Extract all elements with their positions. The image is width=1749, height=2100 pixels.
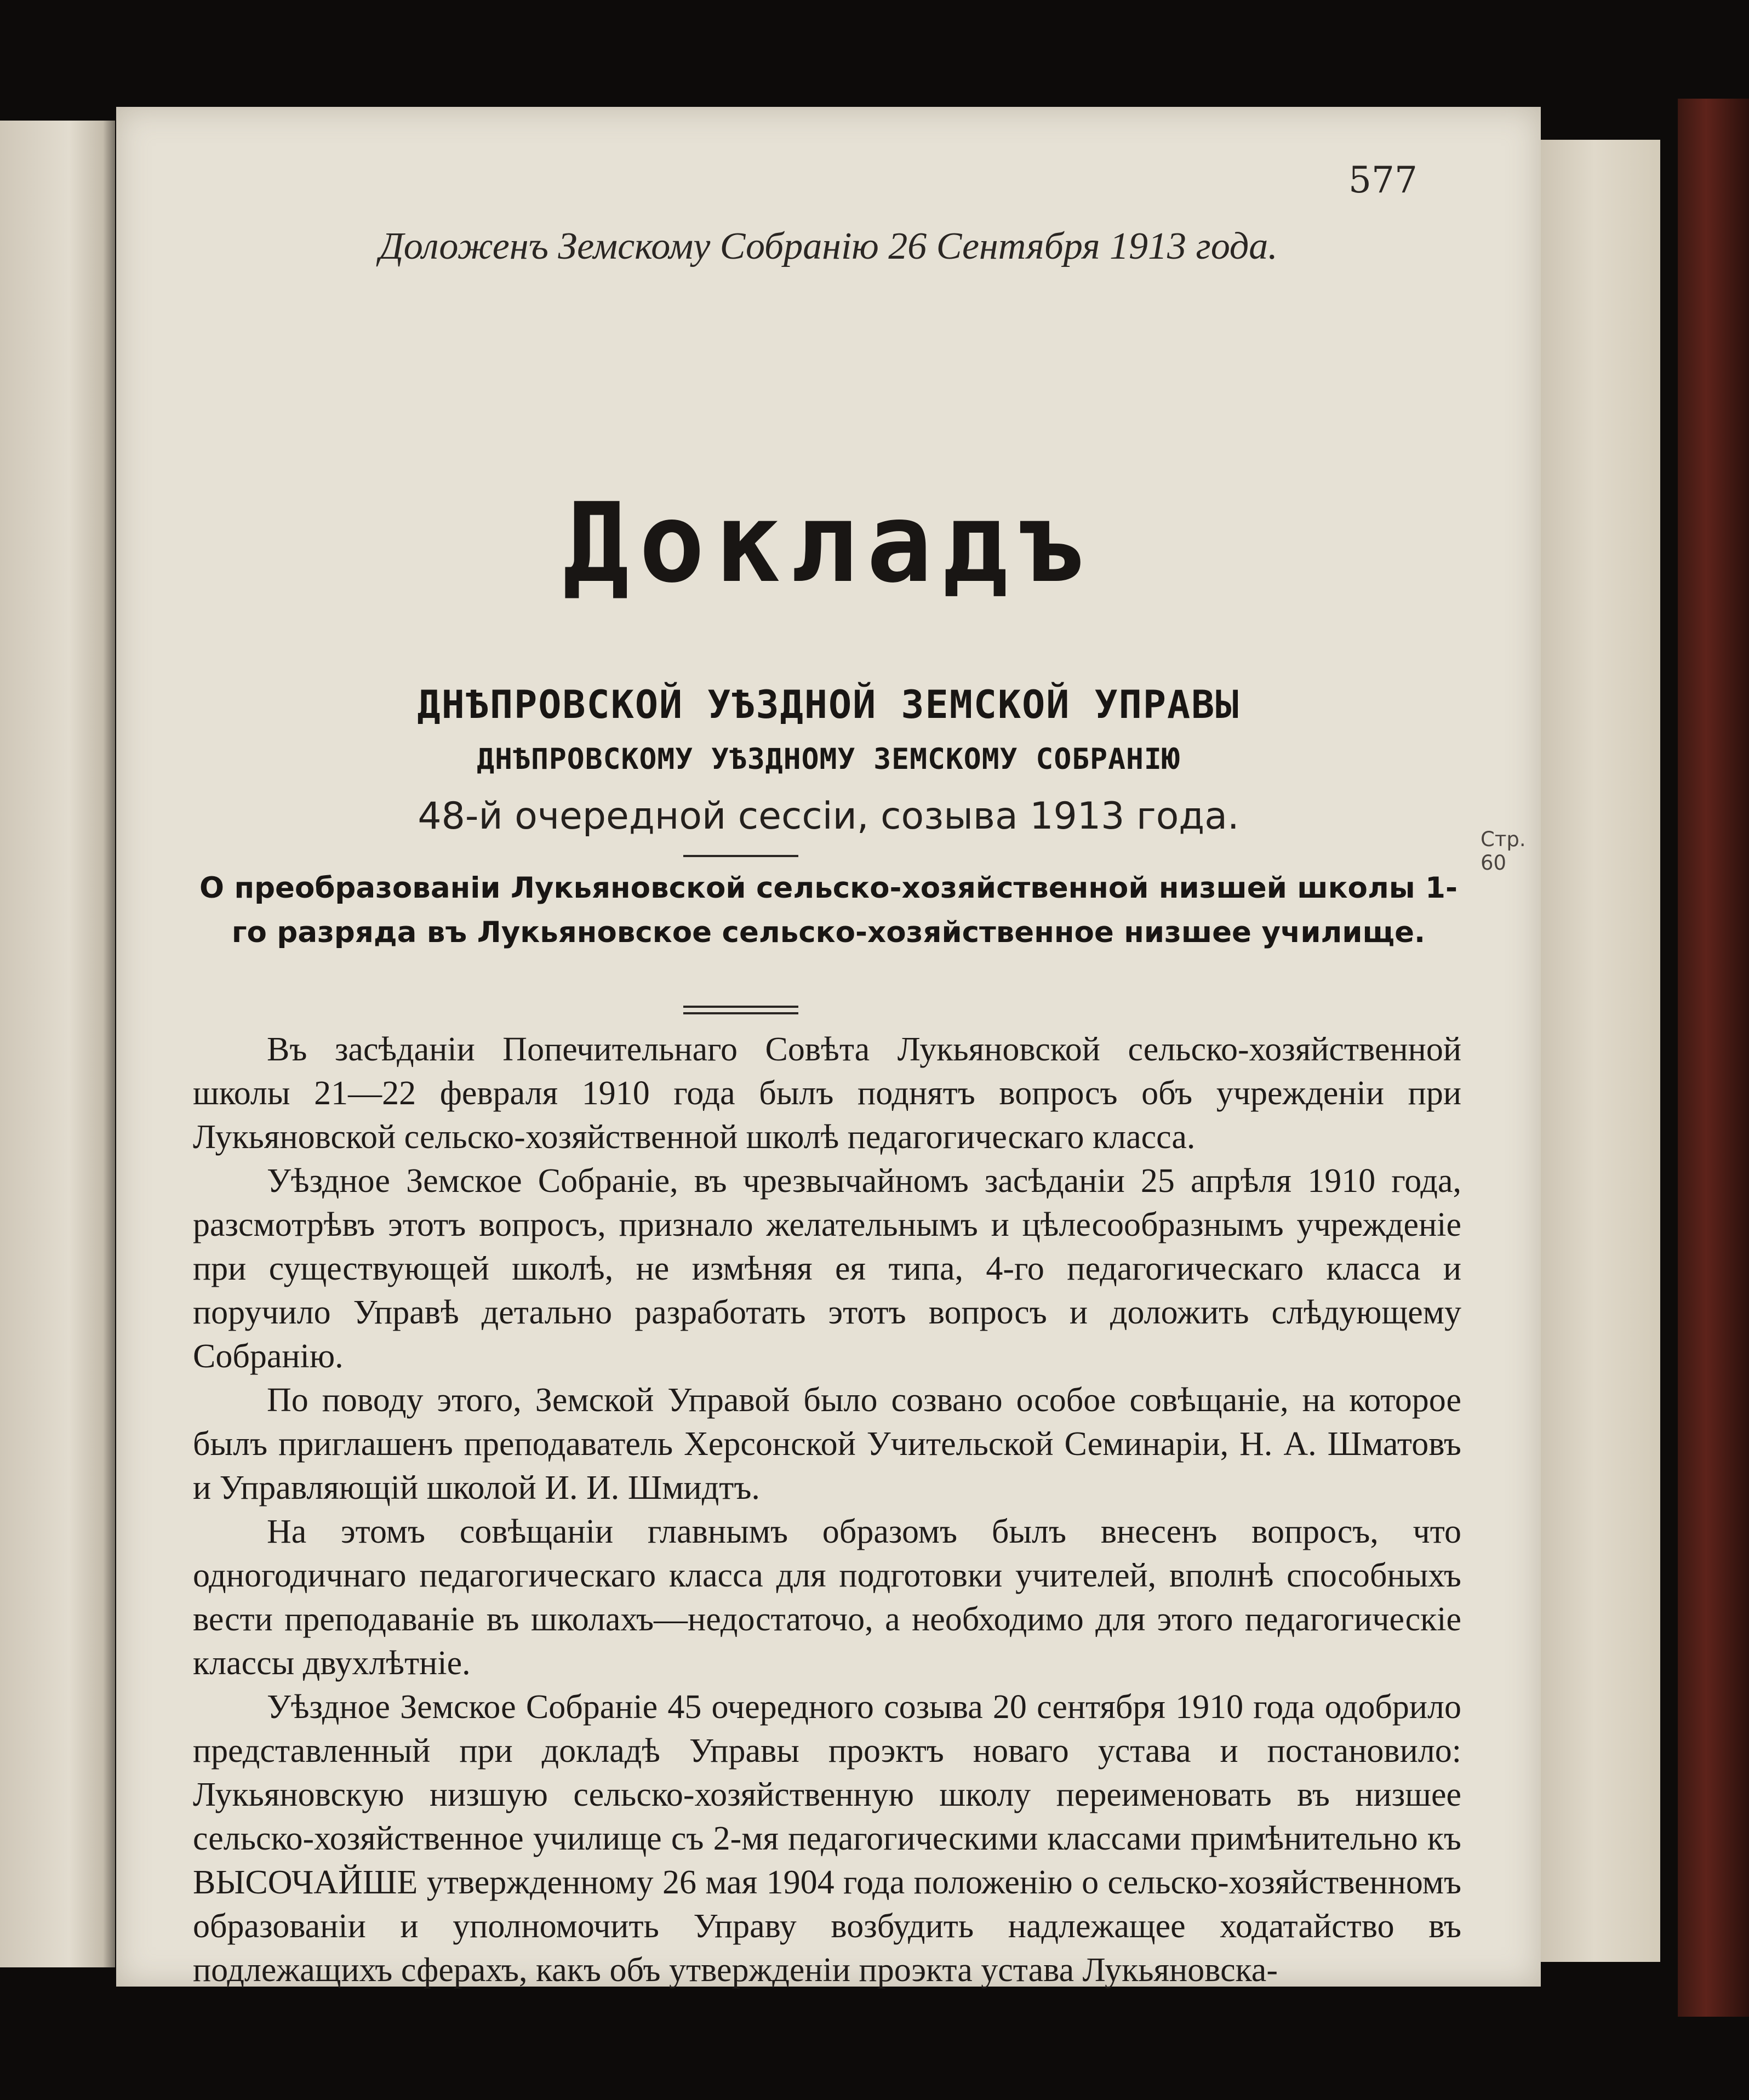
paragraph: Уѣздное Земское Собраніе, въ чрезвычайномъ засѣданіи 25 апрѣля 1910 года, разсмотрѣвъ этотъ вопросъ, признало желательнымъ и цѣлесообразнымъ учрежденіе при существующей школѣ, не измѣняя ея типа, 4-го педагогическаго класса и поручило Управѣ детально разработать этотъ вопросъ и доложить слѣдующему Собранію. (193, 1162, 1461, 1375)
body-text (193, 1028, 1461, 1992)
paragraph: Уѣздное Земское Собраніе 45 очередного созыва 20 сентября 1910 года одобрило представленный при докладѣ Управы проэктъ новаго устава и постановило: Лукьяновскую низшую сельско-хозяйственную школу переименовать въ низшее сельско-хозяйственное училище съ 2-мя педагогическими классами примѣнительно къ ВЫСОЧАЙШЕ утвержденному 26 мая 1904 года положенію о сельско-хозяйственномъ образованіи и уполномочить Управу возбудить надлежащее ходатайство въ подлежащихъ сферахъ, какъ объ утвержденіи проэкта устава Лукьяновска- (193, 1688, 1461, 1989)
divider-rule-double-top (683, 1006, 798, 1008)
paragraph: Въ засѣданіи Попечительнаго Совѣта Лукьяновской сельско-хозяйственной школы 21—22 февраля 1910 года былъ поднятъ вопросъ объ учрежденіи при Лукьяновской сельско-хозяйственной школѣ педагогическаго класса. (193, 1031, 1461, 1156)
paragraph: По поводу этого, Земской Управой было созвано особое совѣщаніе, на которое былъ приглашенъ преподаватель Херсонской Учительской Семинаріи, Н. А. Шматовъ и Управляющій школой И. И. Шмидтъ. (193, 1382, 1461, 1506)
header-note: Доложенъ Земскому Собранію 26 Сентября 1913 года. (379, 225, 1278, 267)
gutter-shadow (103, 121, 115, 1967)
divider-rule-double-bottom (683, 1012, 798, 1014)
subtitle-authority: ДНѢПРОВСКОЙ УѢЗДНОЙ ЗЕМСКОЙ УПРАВЫ (417, 682, 1240, 727)
page-number: 577 (1348, 159, 1418, 201)
book-cover-edge (1678, 99, 1749, 2017)
topic-heading: О преобразованіи Лукьяновской сельско-хозяйственной низшей школы 1-го разряда въ Лукьяновское сельско-хозяйственное низшее училище. (199, 871, 1458, 949)
session-line: 48-й очередной сессіи, созыва 1913 года. (418, 795, 1239, 838)
document-title: Докладъ (563, 480, 1094, 607)
subtitle-addressee: ДНѢПРОВСКОМУ УѢЗДНОМУ ЗЕМСКОМУ СОБРАНІЮ (477, 743, 1180, 776)
margin-note: Стр. 60 (1481, 828, 1526, 875)
document-page (116, 107, 1541, 1987)
paragraph: На этомъ совѣщаніи главнымъ образомъ былъ внесенъ вопросъ, что одногодичнаго педагогическаго класса для подготовки учителей, вполнѣ способныхъ вести преподаваніе въ школахъ—недостаточо, а необходимо для этого педагогическіе классы двухлѣтніе. (193, 1513, 1461, 1682)
left-page-edge (0, 121, 115, 1967)
divider-rule (683, 855, 798, 857)
next-page-edge (1529, 140, 1660, 1962)
